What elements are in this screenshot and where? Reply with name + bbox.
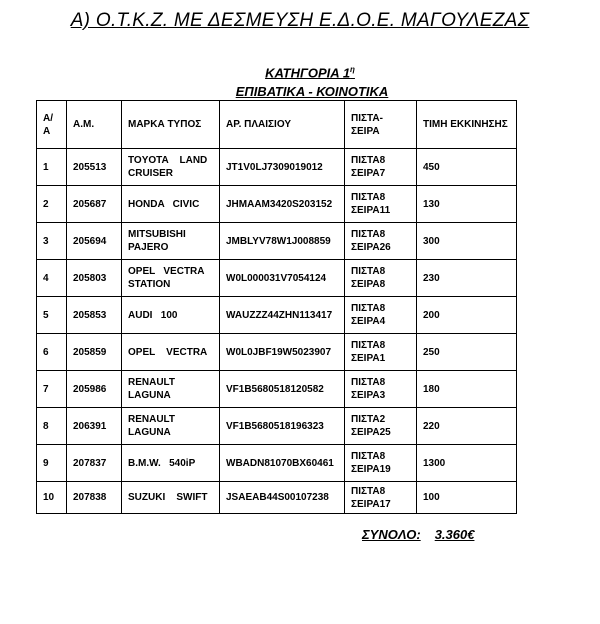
cell-starting-price bbox=[417, 482, 517, 514]
cell-am bbox=[67, 408, 122, 445]
frame-value: JT1V0LJ7309019012 bbox=[226, 161, 323, 173]
header-pista-seira: ΠΙΣΤΑ-ΣΕΙΡΑ bbox=[345, 101, 417, 149]
cell-brand-type bbox=[122, 260, 220, 297]
seira-value: ΣΕΙΡΑ8 bbox=[351, 279, 386, 290]
header-frame-number: ΑΡ. ΠΛΑΙΣΙΟΥ bbox=[220, 101, 345, 149]
am-value: 205803 bbox=[73, 272, 107, 284]
cell-brand-type bbox=[122, 371, 220, 408]
brand-line-2: CRUISER bbox=[128, 168, 174, 179]
brand-line-1: OPEL VECTRA bbox=[128, 266, 205, 277]
frame-value: WAUZZZ44ZHN113417 bbox=[226, 309, 333, 321]
price-value: 250 bbox=[423, 346, 440, 358]
cell-pista-seira bbox=[345, 482, 417, 514]
pista-value: ΠΙΣΤΑ8 bbox=[351, 303, 386, 314]
seira-value: ΣΕΙΡΑ17 bbox=[351, 498, 391, 510]
cell-brand-type bbox=[122, 297, 220, 334]
price-value: 180 bbox=[423, 383, 440, 395]
cell-pista-seira bbox=[345, 297, 417, 334]
vehicle-table bbox=[36, 100, 517, 514]
price-value: 300 bbox=[423, 235, 440, 247]
header-am: Α.Μ. bbox=[67, 101, 122, 149]
cell-frame-number bbox=[220, 223, 345, 260]
brand-line-1: SUZUKI SWIFT bbox=[128, 492, 208, 503]
cell-aa bbox=[37, 408, 67, 445]
pista-value: ΠΙΣΤΑ8 bbox=[351, 155, 386, 166]
am-value: 206391 bbox=[73, 420, 107, 432]
cell-brand-type bbox=[122, 334, 220, 371]
cell-starting-price bbox=[417, 371, 517, 408]
price-value: 130 bbox=[423, 198, 440, 210]
brand-line-1: OPEL VECTRA bbox=[128, 346, 208, 358]
cell-am bbox=[67, 445, 122, 482]
cell-brand-type bbox=[122, 482, 220, 514]
category-superscript: η bbox=[350, 65, 355, 74]
cell-am bbox=[67, 371, 122, 408]
aa-value: 5 bbox=[43, 309, 49, 321]
cell-starting-price bbox=[417, 297, 517, 334]
seira-value: ΣΕΙΡΑ25 bbox=[351, 427, 391, 438]
cell-starting-price bbox=[417, 186, 517, 223]
document-title: Α) Ο.Τ.Κ.Ζ. ΜΕ ΔΕΣΜΕΥΣΗ Ε.Δ.Ο.Ε. ΜΑΓΟΥΛΕΖΑΣ bbox=[70, 10, 530, 31]
brand-line-2: PAJERO bbox=[128, 242, 169, 253]
aa-value: 1 bbox=[43, 161, 49, 173]
cell-am bbox=[67, 186, 122, 223]
table-row bbox=[37, 297, 517, 334]
pista-value: ΠΙΣΤΑ8 bbox=[351, 192, 386, 203]
cell-brand-type bbox=[122, 186, 220, 223]
am-value: 205986 bbox=[73, 383, 107, 395]
aa-value: 3 bbox=[43, 235, 49, 247]
am-value: 205687 bbox=[73, 198, 107, 210]
brand-line-1: MITSUBISHI bbox=[128, 229, 186, 240]
seira-value: ΣΕΙΡΑ19 bbox=[351, 464, 391, 475]
pista-value: ΠΙΣΤΑ8 bbox=[351, 266, 386, 277]
cell-pista-seira bbox=[345, 445, 417, 482]
seira-value: ΣΕΙΡΑ4 bbox=[351, 316, 386, 327]
aa-value: 10 bbox=[43, 492, 55, 503]
cell-starting-price bbox=[417, 223, 517, 260]
cell-aa bbox=[37, 445, 67, 482]
cell-frame-number bbox=[220, 297, 345, 334]
table-row bbox=[37, 260, 517, 297]
am-value: 207838 bbox=[73, 492, 107, 503]
table-row bbox=[37, 445, 517, 482]
header-brand-type: ΜΑΡΚΑ ΤΥΠΟΣ bbox=[122, 101, 220, 149]
frame-value: JSAEAB44S00107238 bbox=[226, 492, 329, 503]
category-subtitle: ΕΠΙΒΑΤΙΚΑ - ΚΟΙΝΟΤΙΚΑ bbox=[235, 84, 389, 99]
cell-frame-number bbox=[220, 445, 345, 482]
cell-frame-number bbox=[220, 186, 345, 223]
brand-line-1: HONDA CIVIC bbox=[128, 198, 200, 210]
table-row bbox=[37, 482, 517, 514]
cell-aa bbox=[37, 482, 67, 514]
brand-line-1: AUDI 100 bbox=[128, 309, 178, 321]
brand-line-1: TOYOTA LAND bbox=[128, 155, 208, 166]
pista-value: ΠΙΣΤΑ2 bbox=[351, 414, 386, 425]
total bbox=[362, 527, 474, 542]
cell-aa bbox=[37, 334, 67, 371]
table-row bbox=[37, 223, 517, 260]
cell-pista-seira bbox=[345, 186, 417, 223]
aa-value: 6 bbox=[43, 346, 49, 358]
am-value: 207837 bbox=[73, 457, 107, 469]
cell-starting-price bbox=[417, 260, 517, 297]
cell-aa bbox=[37, 186, 67, 223]
category-text: ΚΑΤΗΓΟΡΙΑ 1 bbox=[265, 65, 351, 81]
pista-value: ΠΙΣΤΑ8 bbox=[351, 451, 386, 462]
frame-value: W0L0JBF19W5023907 bbox=[226, 346, 332, 358]
cell-starting-price bbox=[417, 408, 517, 445]
brand-line-2: LAGUNA bbox=[128, 427, 171, 438]
price-value: 450 bbox=[423, 161, 440, 173]
cell-brand-type bbox=[122, 149, 220, 186]
table-row bbox=[37, 186, 517, 223]
seira-value: ΣΕΙΡΑ7 bbox=[351, 168, 386, 179]
pista-value: ΠΙΣΤΑ8 bbox=[351, 485, 386, 497]
aa-value: 7 bbox=[43, 383, 49, 395]
cell-am bbox=[67, 482, 122, 514]
brand-line-1: RENAULT bbox=[128, 377, 176, 388]
seira-value: ΣΕΙΡΑ26 bbox=[351, 242, 391, 253]
table-row bbox=[37, 371, 517, 408]
aa-value: 4 bbox=[43, 272, 49, 284]
cell-am bbox=[67, 297, 122, 334]
cell-frame-number bbox=[220, 334, 345, 371]
cell-am bbox=[67, 223, 122, 260]
cell-am bbox=[67, 334, 122, 371]
cell-starting-price bbox=[417, 334, 517, 371]
brand-line-2: LAGUNA bbox=[128, 390, 171, 401]
frame-value: W0L000031V7054124 bbox=[226, 272, 327, 284]
pista-value: ΠΙΣΤΑ8 bbox=[351, 229, 386, 240]
cell-frame-number bbox=[220, 408, 345, 445]
cell-pista-seira bbox=[345, 260, 417, 297]
frame-value: WBADN81070BX60461 bbox=[226, 457, 334, 469]
am-value: 205853 bbox=[73, 309, 107, 321]
cell-starting-price bbox=[417, 445, 517, 482]
pista-value: ΠΙΣΤΑ8 bbox=[351, 340, 386, 351]
am-value: 205513 bbox=[73, 161, 107, 173]
table-header-row bbox=[37, 101, 517, 149]
cell-frame-number bbox=[220, 260, 345, 297]
total-value: 3.360€ bbox=[434, 527, 475, 542]
cell-brand-type bbox=[122, 445, 220, 482]
cell-pista-seira bbox=[345, 371, 417, 408]
cell-brand-type bbox=[122, 223, 220, 260]
cell-aa bbox=[37, 149, 67, 186]
aa-value: 8 bbox=[43, 420, 49, 432]
am-value: 205694 bbox=[73, 235, 107, 247]
pista-value: ΠΙΣΤΑ8 bbox=[351, 377, 386, 388]
table-row bbox=[37, 149, 517, 186]
cell-aa bbox=[37, 223, 67, 260]
total-label: ΣΥΝΟΛΟ: bbox=[362, 527, 421, 542]
cell-pista-seira bbox=[345, 223, 417, 260]
cell-aa bbox=[37, 371, 67, 408]
cell-pista-seira bbox=[345, 408, 417, 445]
cell-frame-number bbox=[220, 149, 345, 186]
aa-value: 9 bbox=[43, 457, 49, 469]
cell-aa bbox=[37, 297, 67, 334]
cell-frame-number bbox=[220, 482, 345, 514]
brand-line-1: RENAULT bbox=[128, 414, 176, 425]
frame-value: VF1B5680518120582 bbox=[226, 383, 324, 395]
brand-line-2: STATION bbox=[128, 279, 171, 290]
header-aa: Α/Α bbox=[37, 101, 67, 149]
seira-value: ΣΕΙΡΑ11 bbox=[351, 205, 391, 216]
frame-value: VF1B5680518196323 bbox=[226, 420, 324, 432]
table-row bbox=[37, 408, 517, 445]
seira-value: ΣΕΙΡΑ1 bbox=[351, 353, 386, 364]
table-row bbox=[37, 334, 517, 371]
cell-am bbox=[67, 149, 122, 186]
brand-line-1: B.M.W. 540iP bbox=[128, 457, 196, 469]
aa-value: 2 bbox=[43, 198, 49, 210]
cell-aa bbox=[37, 260, 67, 297]
header-starting-price: ΤΙΜΗ ΕΚΚΙΝΗΣΗΣ bbox=[417, 101, 517, 149]
price-value: 1300 bbox=[423, 457, 446, 469]
seira-value: ΣΕΙΡΑ3 bbox=[351, 390, 386, 401]
cell-am bbox=[67, 260, 122, 297]
frame-value: JHMAAM3420S203152 bbox=[226, 198, 333, 210]
price-value: 200 bbox=[423, 309, 440, 321]
price-value: 100 bbox=[423, 492, 440, 503]
price-value: 220 bbox=[423, 420, 440, 432]
category-label bbox=[10, 65, 600, 80]
cell-frame-number bbox=[220, 371, 345, 408]
frame-value: JMBLYV78W1J008859 bbox=[226, 235, 331, 247]
cell-pista-seira bbox=[345, 149, 417, 186]
cell-brand-type bbox=[122, 408, 220, 445]
cell-starting-price bbox=[417, 149, 517, 186]
cell-pista-seira bbox=[345, 334, 417, 371]
am-value: 205859 bbox=[73, 346, 107, 358]
price-value: 230 bbox=[423, 272, 440, 284]
